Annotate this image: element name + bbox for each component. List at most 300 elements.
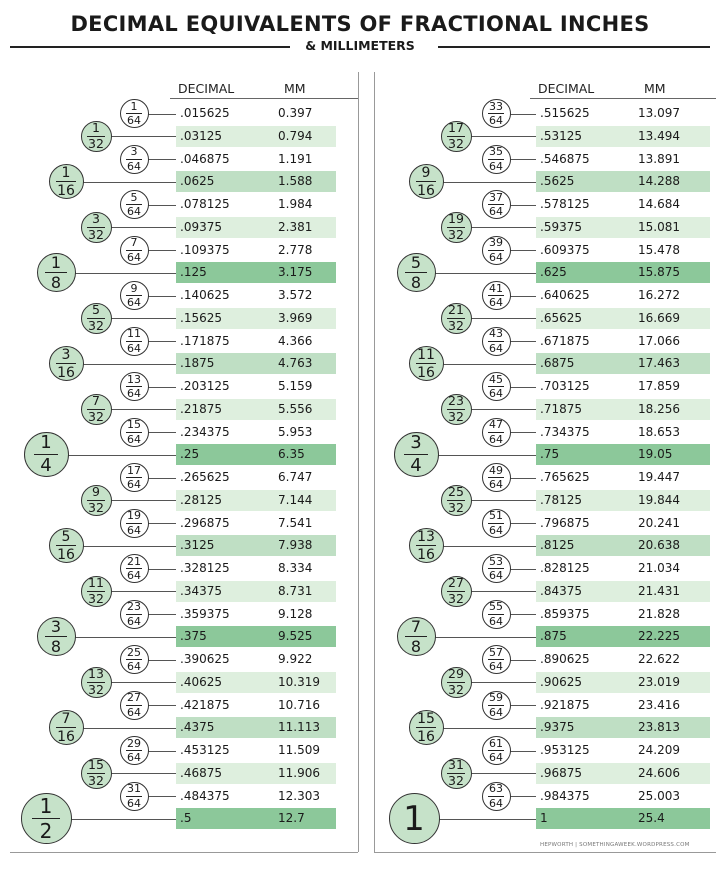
fraction-circle	[120, 600, 149, 629]
fraction-numerator: 29	[127, 736, 141, 750]
table-row	[536, 422, 710, 443]
table-row	[536, 240, 710, 261]
fraction-numerator: 7	[61, 710, 71, 727]
fraction-numerator: 1	[403, 798, 425, 839]
table-row	[536, 376, 710, 397]
decimal-value: .90625	[540, 674, 582, 689]
decimal-value: .609375	[540, 242, 590, 257]
fraction-numerator: 13	[417, 528, 435, 545]
mm-value: 21.034	[638, 561, 680, 575]
fraction-circle	[482, 600, 511, 629]
fraction-circle	[394, 432, 439, 477]
fraction-circle	[120, 736, 149, 765]
decimal-value: .15625	[180, 310, 222, 325]
table-row	[536, 604, 710, 625]
fraction-numerator: 11	[417, 346, 435, 363]
decimal-value: .921875	[540, 697, 590, 712]
fraction-numerator: 1	[39, 794, 53, 819]
left-bottom-rule	[10, 852, 358, 853]
fraction-denominator: 64	[489, 432, 503, 446]
table-row	[176, 399, 336, 420]
mm-value: 1.191	[278, 151, 313, 166]
table-row	[176, 217, 336, 238]
mm-value: 18.653	[638, 424, 680, 439]
table-row	[536, 331, 710, 352]
table-row	[536, 695, 710, 716]
fraction-circle	[409, 164, 444, 199]
mm-value: 11.906	[278, 765, 320, 780]
decimal-value: .5	[180, 811, 192, 826]
decimal-value: .421875	[180, 697, 230, 712]
table-row	[176, 763, 336, 784]
fraction-numerator: 5	[410, 252, 422, 272]
mm-value: 21.431	[638, 583, 680, 598]
mm-value: 25.4	[638, 811, 665, 826]
fraction-denominator: 64	[489, 660, 503, 674]
fraction-denominator: 32	[88, 499, 104, 515]
fraction-numerator: 3	[92, 211, 100, 227]
mm-value: 17.066	[638, 333, 680, 348]
fraction-circle	[120, 691, 149, 720]
table-row	[176, 308, 336, 329]
fraction-circle	[37, 617, 76, 656]
decimal-value: .859375	[540, 606, 590, 621]
mm-value: 13.891	[638, 151, 680, 166]
fraction-denominator: 64	[489, 387, 503, 401]
decimal-value: .65625	[540, 310, 582, 325]
mm-value: 23.813	[638, 720, 680, 735]
table-row	[536, 217, 710, 238]
mm-value: 24.209	[638, 743, 680, 757]
table-row	[176, 444, 336, 465]
fraction-circle	[482, 691, 511, 720]
fraction-circle	[120, 145, 149, 174]
mm-value: 9.128	[278, 606, 313, 621]
page-title: DECIMAL EQUIVALENTS OF FRACTIONAL INCHES	[70, 12, 650, 36]
mm-value: 19.05	[638, 447, 673, 462]
fraction-circle	[441, 576, 472, 607]
fraction-denominator: 4	[410, 455, 422, 477]
decimal-value: .6875	[540, 356, 575, 371]
decimal-value: .984375	[540, 788, 590, 803]
fraction-numerator: 25	[127, 645, 141, 659]
fraction-circle	[81, 758, 112, 789]
fraction-denominator: 2	[39, 819, 53, 844]
mm-value: 25.003	[638, 788, 680, 803]
fraction-denominator: 8	[410, 272, 422, 292]
right-mm-header: MM	[644, 81, 666, 96]
fraction-denominator: 64	[489, 478, 503, 492]
fraction-denominator: 16	[417, 728, 435, 745]
decimal-value: .53125	[540, 128, 582, 143]
right-panel-border	[374, 72, 375, 852]
fraction-numerator: 33	[489, 99, 503, 113]
mm-value: 16.272	[638, 288, 680, 302]
mm-value: 0.794	[278, 128, 313, 143]
fraction-numerator: 13	[127, 372, 141, 386]
mm-value: 2.778	[278, 242, 313, 257]
fraction-denominator: 64	[489, 751, 503, 765]
table-row	[176, 513, 336, 534]
decimal-value: .640625	[540, 288, 590, 302]
fraction-circle	[49, 528, 84, 563]
fraction-numerator: 57	[489, 645, 503, 659]
mm-value: 5.953	[278, 424, 313, 439]
fraction-numerator: 5	[130, 190, 138, 204]
fraction-numerator: 35	[489, 145, 503, 159]
fraction-denominator: 32	[88, 317, 104, 333]
fraction-numerator: 9	[130, 281, 138, 295]
fraction-numerator: 53	[489, 554, 503, 568]
mm-value: 9.922	[278, 652, 313, 666]
decimal-value: .390625	[180, 652, 230, 666]
fraction-circle	[441, 485, 472, 516]
fraction-circle	[120, 645, 149, 674]
fraction-circle	[441, 394, 472, 425]
fraction-denominator: 64	[489, 796, 503, 810]
subtitle-rule-left	[10, 46, 290, 48]
left-mm-header: MM	[284, 81, 306, 96]
fraction-denominator: 32	[448, 590, 464, 606]
decimal-value: .328125	[180, 561, 230, 575]
fraction-numerator: 39	[489, 236, 503, 250]
table-row	[536, 581, 710, 602]
fraction-denominator: 16	[57, 364, 75, 381]
decimal-value: .203125	[180, 379, 230, 393]
table-row	[176, 194, 336, 215]
fraction-denominator: 64	[127, 614, 141, 628]
fraction-numerator: 11	[127, 327, 141, 341]
fraction-circle	[120, 418, 149, 447]
decimal-value: .28125	[180, 492, 222, 507]
decimal-value: .703125	[540, 379, 590, 393]
fraction-circle	[409, 710, 444, 745]
mm-value: 6.35	[278, 447, 305, 462]
fraction-numerator: 7	[92, 393, 100, 409]
fraction-numerator: 29	[448, 666, 464, 682]
table-row	[176, 376, 336, 397]
fraction-circle	[441, 212, 472, 243]
right-header-rule	[530, 98, 716, 99]
fraction-numerator: 21	[127, 554, 141, 568]
decimal-value: .84375	[540, 583, 582, 598]
fraction-denominator: 64	[489, 114, 503, 128]
fraction-denominator: 64	[127, 159, 141, 173]
fraction-denominator: 64	[127, 432, 141, 446]
decimal-value: .0625	[180, 174, 215, 189]
fraction-numerator: 25	[448, 484, 464, 500]
fraction-circle	[49, 346, 84, 381]
fraction-numerator: 9	[92, 484, 100, 500]
table-row	[176, 171, 336, 192]
table-row	[536, 399, 710, 420]
fraction-denominator: 32	[88, 408, 104, 424]
mm-value: 7.144	[278, 492, 313, 507]
decimal-value: .3125	[180, 538, 215, 553]
decimal-value: .625	[540, 265, 567, 280]
mm-value: 14.684	[638, 197, 680, 211]
fraction-circle	[81, 576, 112, 607]
fraction-denominator: 64	[127, 569, 141, 583]
fraction-numerator: 7	[410, 616, 422, 636]
table-row	[536, 353, 710, 374]
fraction-circle	[120, 782, 149, 811]
mm-value: 15.875	[638, 265, 680, 280]
mm-value: 8.334	[278, 561, 313, 575]
mm-value: 6.747	[278, 470, 313, 484]
decimal-value: .03125	[180, 128, 222, 143]
decimal-value: .828125	[540, 561, 590, 575]
fraction-circle	[482, 372, 511, 401]
mm-value: 19.844	[638, 492, 680, 507]
fraction-circle	[120, 463, 149, 492]
fraction-denominator: 64	[127, 205, 141, 219]
table-row	[176, 695, 336, 716]
table-row	[536, 626, 710, 647]
fraction-numerator: 43	[489, 327, 503, 341]
fraction-numerator: 55	[489, 600, 503, 614]
table-row	[536, 149, 710, 170]
fraction-numerator: 23	[127, 600, 141, 614]
fraction-numerator: 41	[489, 281, 503, 295]
fraction-numerator: 7	[130, 236, 138, 250]
fraction-numerator: 1	[130, 99, 138, 113]
table-row	[536, 649, 710, 670]
mm-value: 15.478	[638, 242, 680, 257]
decimal-value: .34375	[180, 583, 222, 598]
fraction-denominator: 64	[489, 569, 503, 583]
fraction-circle	[482, 99, 511, 128]
left-header-rule	[170, 98, 358, 99]
fraction-denominator: 64	[489, 523, 503, 537]
fraction-circle	[482, 190, 511, 219]
fraction-circle	[441, 303, 472, 334]
mm-value: 17.859	[638, 379, 680, 393]
mm-value: 12.303	[278, 788, 320, 803]
fraction-denominator: 64	[127, 296, 141, 310]
table-row	[176, 558, 336, 579]
fraction-numerator: 19	[127, 509, 141, 523]
subtitle-rule-right	[438, 46, 710, 48]
fraction-numerator: 31	[448, 757, 464, 773]
fraction-circle	[482, 463, 511, 492]
fraction-circle	[409, 528, 444, 563]
fraction-denominator: 64	[489, 614, 503, 628]
table-row	[536, 740, 710, 761]
decimal-value: .125	[180, 265, 207, 280]
fraction-numerator: 9	[421, 164, 431, 181]
mm-value: 13.097	[638, 106, 680, 120]
left-panel-border	[358, 72, 359, 852]
fraction-numerator: 19	[448, 211, 464, 227]
decimal-value: .109375	[180, 242, 230, 257]
fraction-denominator: 64	[489, 705, 503, 719]
fraction-circle	[81, 212, 112, 243]
table-row	[536, 194, 710, 215]
mm-value: 2.381	[278, 219, 313, 234]
fraction-denominator: 16	[417, 546, 435, 563]
mm-value: 23.416	[638, 697, 680, 712]
fraction-numerator: 1	[92, 120, 100, 136]
fraction-numerator: 59	[489, 691, 503, 705]
fraction-denominator: 64	[127, 114, 141, 128]
table-row	[536, 467, 710, 488]
table-row	[536, 786, 710, 807]
table-row	[536, 285, 710, 306]
table-row	[536, 513, 710, 534]
fraction-denominator: 16	[57, 182, 75, 199]
mm-value: 5.556	[278, 401, 313, 416]
fraction-numerator: 13	[88, 666, 104, 682]
decimal-value: .1875	[180, 356, 215, 371]
fraction-numerator: 15	[417, 710, 435, 727]
fraction-circle	[81, 303, 112, 334]
fraction-denominator: 8	[50, 636, 62, 656]
right-bottom-rule	[374, 852, 716, 853]
mm-value: 7.541	[278, 515, 313, 530]
fraction-circle	[81, 121, 112, 152]
table-row	[176, 649, 336, 670]
table-row	[536, 126, 710, 147]
decimal-value: .375	[180, 629, 207, 644]
decimal-value: .296875	[180, 515, 230, 530]
fraction-circle	[482, 281, 511, 310]
mm-value: 16.669	[638, 310, 680, 325]
mm-value: 10.319	[278, 674, 320, 689]
table-row	[176, 149, 336, 170]
mm-value: 9.525	[278, 629, 313, 644]
table-row	[176, 285, 336, 306]
fraction-denominator: 64	[489, 296, 503, 310]
decimal-value: .21875	[180, 401, 222, 416]
fraction-circle	[81, 485, 112, 516]
decimal-value: .96875	[540, 765, 582, 780]
mm-value: 10.716	[278, 697, 320, 712]
mm-value: 0.397	[278, 106, 313, 120]
table-row	[176, 535, 336, 556]
decimal-value: .734375	[540, 424, 590, 439]
decimal-value: .46875	[180, 765, 222, 780]
fraction-circle	[482, 509, 511, 538]
fraction-circle	[397, 617, 436, 656]
fraction-denominator: 8	[410, 636, 422, 656]
fraction-denominator: 32	[448, 408, 464, 424]
decimal-value: .046875	[180, 151, 230, 166]
fraction-numerator: 5	[92, 302, 100, 318]
mm-value: 12.7	[278, 811, 305, 826]
decimal-value: .953125	[540, 743, 590, 757]
fraction-denominator: 4	[40, 455, 52, 477]
table-row	[536, 103, 710, 124]
decimal-value: .796875	[540, 515, 590, 530]
decimal-value: .265625	[180, 470, 230, 484]
fraction-circle	[49, 710, 84, 745]
fraction-circle	[482, 554, 511, 583]
fraction-numerator: 51	[489, 509, 503, 523]
fraction-denominator: 64	[127, 751, 141, 765]
fraction-circle	[120, 509, 149, 538]
fraction-numerator: 5	[61, 528, 71, 545]
fraction-denominator: 64	[127, 478, 141, 492]
fraction-circle	[482, 327, 511, 356]
fraction-denominator: 32	[88, 681, 104, 697]
fraction-numerator: 3	[50, 616, 62, 636]
fraction-circle	[441, 758, 472, 789]
mm-value: 24.606	[638, 765, 680, 780]
table-row	[536, 763, 710, 784]
right-decimal-header: DECIMAL	[538, 81, 595, 96]
fraction-circle	[441, 667, 472, 698]
decimal-value: 1	[540, 811, 548, 826]
decimal-value: .71875	[540, 401, 582, 416]
fraction-numerator: 1	[61, 164, 71, 181]
mm-value: 11.113	[278, 720, 320, 735]
subtitle-text: & MILLIMETERS	[297, 38, 423, 53]
fraction-denominator: 64	[489, 205, 503, 219]
fraction-denominator: 64	[489, 250, 503, 264]
fraction-circle	[24, 432, 69, 477]
fraction-denominator: 8	[50, 272, 62, 292]
fraction-circle	[120, 372, 149, 401]
fraction-circle	[482, 645, 511, 674]
table-row	[176, 626, 336, 647]
fraction-circle	[482, 782, 511, 811]
fraction-denominator: 64	[127, 387, 141, 401]
decimal-value: .015625	[180, 106, 230, 120]
mm-value: 13.494	[638, 128, 680, 143]
table-row	[536, 490, 710, 511]
fraction-numerator: 63	[489, 782, 503, 796]
fraction-circle	[482, 418, 511, 447]
table-row	[536, 717, 710, 738]
fraction-numerator: 3	[130, 145, 138, 159]
mm-value: 8.731	[278, 583, 313, 598]
decimal-value: .9375	[540, 720, 575, 735]
decimal-value: .140625	[180, 288, 230, 302]
decimal-value: .59375	[540, 219, 582, 234]
mm-value: 22.225	[638, 629, 680, 644]
table-row	[176, 604, 336, 625]
fraction-circle	[120, 281, 149, 310]
decimal-value: .765625	[540, 470, 590, 484]
table-row	[176, 672, 336, 693]
fraction-denominator: 32	[88, 590, 104, 606]
fraction-numerator: 27	[127, 691, 141, 705]
decimal-value: .671875	[540, 333, 590, 348]
fraction-circle	[397, 253, 436, 292]
fraction-denominator: 64	[127, 796, 141, 810]
fraction-numerator: 15	[127, 418, 141, 432]
decimal-value: .8125	[540, 538, 575, 553]
table-row	[176, 808, 336, 829]
decimal-value: .453125	[180, 743, 230, 757]
fraction-denominator: 64	[127, 250, 141, 264]
mm-value: 1.984	[278, 197, 313, 211]
fraction-circle	[49, 164, 84, 199]
table-row	[176, 353, 336, 374]
table-row	[536, 171, 710, 192]
table-row	[176, 126, 336, 147]
decimal-value: .5625	[540, 174, 575, 189]
fraction-circle	[389, 793, 440, 844]
table-row	[176, 467, 336, 488]
decimal-value: .546875	[540, 151, 590, 166]
fraction-denominator: 32	[448, 317, 464, 333]
fraction-numerator: 31	[127, 782, 141, 796]
fraction-circle	[482, 236, 511, 265]
fraction-denominator: 16	[417, 364, 435, 381]
fraction-denominator: 16	[417, 182, 435, 199]
